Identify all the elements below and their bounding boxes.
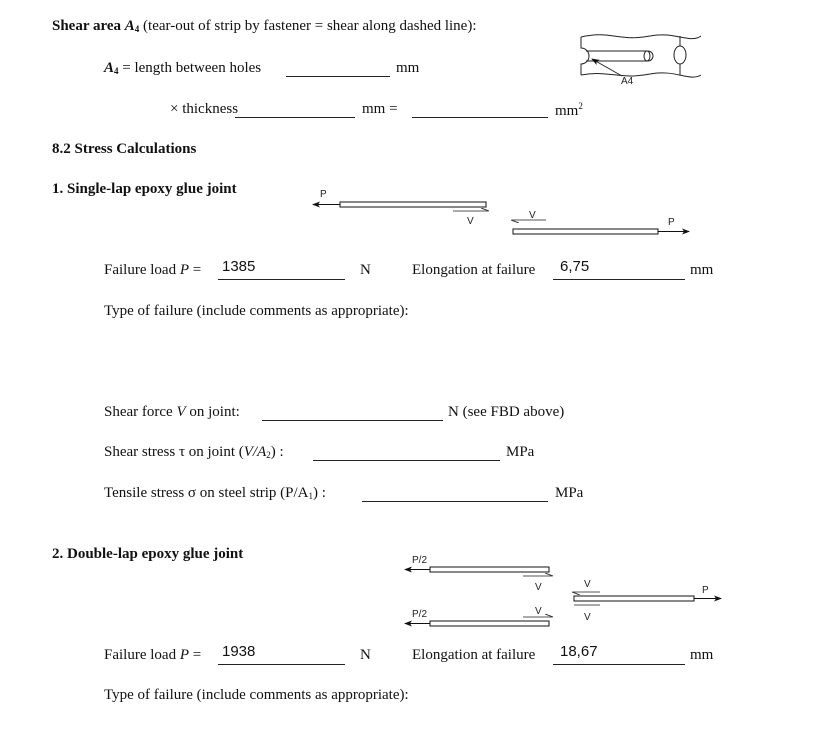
p-left-label: P (320, 189, 327, 200)
v-right-bottom-label: V (584, 612, 591, 623)
p-half-top-label: P/2 (412, 555, 428, 566)
section-title: 8.2 Stress Calculations (52, 141, 197, 157)
double-type-of-failure: Type of failure (include comments as appropriate): (104, 687, 409, 703)
double-elongation-label: Elongation at failure (412, 647, 536, 663)
ss-sub: 2 (266, 450, 271, 460)
v-bottom-label: V (535, 606, 542, 617)
ts-sub: 1 (308, 491, 314, 501)
double-failure-load-value: 1938 (222, 643, 256, 660)
strip-middle (574, 596, 694, 601)
ss-end: ) : (270, 444, 284, 460)
area-unit-sup: 2 (578, 101, 583, 111)
a4-text: = length between holes (118, 60, 262, 76)
fl-eq: = (189, 262, 202, 278)
ss-text: Shear stress τ on joint ( (104, 444, 244, 460)
double-failure-load-unit: N (360, 647, 371, 663)
a4-unit: mm (396, 60, 420, 76)
single-type-of-failure: Type of failure (include comments as appropriate): (104, 303, 409, 319)
strip-left (340, 202, 486, 207)
strip-bottom-edge (581, 73, 701, 77)
p-right-label: P (668, 217, 675, 228)
single-lap-fbd (313, 202, 689, 234)
single-elongation-value: 6,75 (560, 258, 590, 275)
single-elongation-label: Elongation at failure (412, 262, 536, 278)
heading-sub: 4 (134, 24, 140, 34)
heading-rest: (tear-out of strip by fastener = shear along dashed line): (139, 18, 477, 34)
single-failure-load-unit: N (360, 262, 371, 278)
fl-symbol: P (179, 262, 189, 278)
p-half-bottom-label: P/2 (412, 609, 428, 620)
v-left-label: V (467, 216, 474, 227)
strip-right (513, 229, 658, 234)
a4-diagram-label: A4 (621, 76, 634, 87)
a4-sub: 4 (114, 66, 119, 76)
tear-out-diagram (581, 35, 701, 77)
ts-end: ) : (313, 485, 326, 501)
area-unit-text: mm (555, 103, 579, 119)
thickness-unit: mm = (362, 101, 398, 117)
double-elongation-value: 18,67 (560, 643, 598, 660)
double-lap-fbd (405, 567, 721, 626)
double-lap-title: 2. Double-lap epoxy glue joint (52, 546, 244, 562)
single-elongation-unit: mm (690, 262, 714, 278)
single-failure-load-value: 1385 (222, 258, 256, 275)
double-elongation-unit: mm (690, 647, 714, 663)
slot-end-hole (644, 51, 650, 61)
single-lap-title: 1. Single-lap epoxy glue joint (52, 181, 237, 197)
v-right-top-label: V (584, 579, 591, 590)
shear-force-unit: N (see FBD above) (448, 404, 565, 420)
strip-top-edge (581, 35, 701, 39)
v-top-label: V (535, 582, 542, 593)
fl-text: Failure load (104, 262, 180, 278)
ss-formula: V/A (243, 444, 267, 460)
sf-rest: on joint: (185, 404, 240, 420)
shear-stress-unit: MPa (506, 444, 535, 460)
sf-text: Shear force (104, 404, 177, 420)
tear-out-slot (586, 51, 653, 61)
tensile-stress-unit: MPa (555, 485, 584, 501)
strip-top (430, 567, 549, 572)
strip-bottom (430, 621, 549, 626)
a4-symbol: A (104, 60, 115, 76)
fastener-hole (674, 46, 686, 64)
dfl-eq: = (189, 647, 202, 663)
strip-left-edge (581, 37, 589, 75)
thickness-label: × thickness (170, 101, 239, 117)
dfl-symbol: P (179, 647, 189, 663)
ts-text: Tensile stress σ on steel strip (P/A (104, 485, 309, 501)
heading-bold: Shear area (52, 18, 125, 34)
sf-symbol: V (176, 404, 186, 420)
p-right-label: P (702, 585, 709, 596)
dfl-text: Failure load (104, 647, 180, 663)
heading-symbol: A (124, 18, 135, 34)
v-right-label: V (529, 210, 536, 221)
